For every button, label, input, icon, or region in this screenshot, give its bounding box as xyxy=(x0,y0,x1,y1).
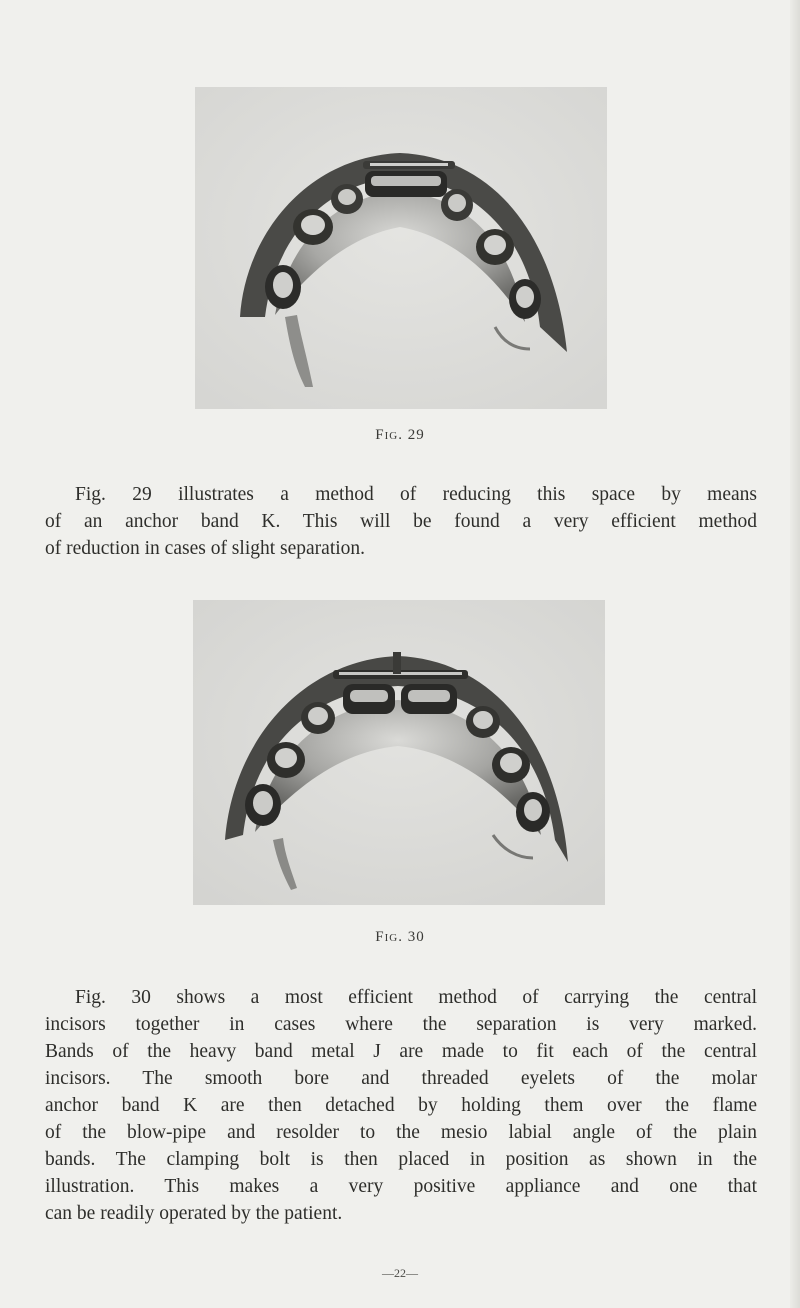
page-number: —22— xyxy=(382,1266,418,1280)
figure-30-caption: Fig. 30 xyxy=(375,929,425,945)
text-line: can be readily operated by the patient. xyxy=(45,1203,343,1224)
text-line: incisors. The smooth bore and threaded eyelets of the molar xyxy=(45,1068,757,1089)
paragraph-fig29-description xyxy=(45,481,757,562)
text-line: of an anchor band K. This will be found a very efficient method xyxy=(45,511,757,532)
dental-arch-image xyxy=(195,87,607,409)
paragraph-fig30-description xyxy=(45,984,757,1227)
text-line: Fig. 29 illustrates a method of reducing this space by means xyxy=(75,484,757,505)
text-line: Bands of the heavy band metal J are made to fit each of the central xyxy=(45,1041,757,1062)
text-line: Fig. 30 shows a most efficient method of carrying the central xyxy=(75,987,757,1008)
text-line: of the blow-pipe and resolder to the mesio labial angle of the plain xyxy=(45,1122,757,1143)
figure-30-photo xyxy=(193,600,605,905)
figure-29-photo xyxy=(195,87,607,409)
text-line: bands. The clamping bolt is then placed in position as shown in the xyxy=(45,1149,757,1170)
text-line: illustration. This makes a very positive appliance and one that xyxy=(45,1176,757,1197)
text-line: incisors together in cases where the separation is very marked. xyxy=(45,1014,757,1035)
page-edge xyxy=(790,0,800,1308)
text-line: anchor band K are then detached by holding them over the flame xyxy=(45,1095,757,1116)
text-line: of reduction in cases of slight separation. xyxy=(45,538,366,559)
dental-arch-image xyxy=(193,600,605,905)
figure-29-caption: Fig. 29 xyxy=(375,427,425,443)
